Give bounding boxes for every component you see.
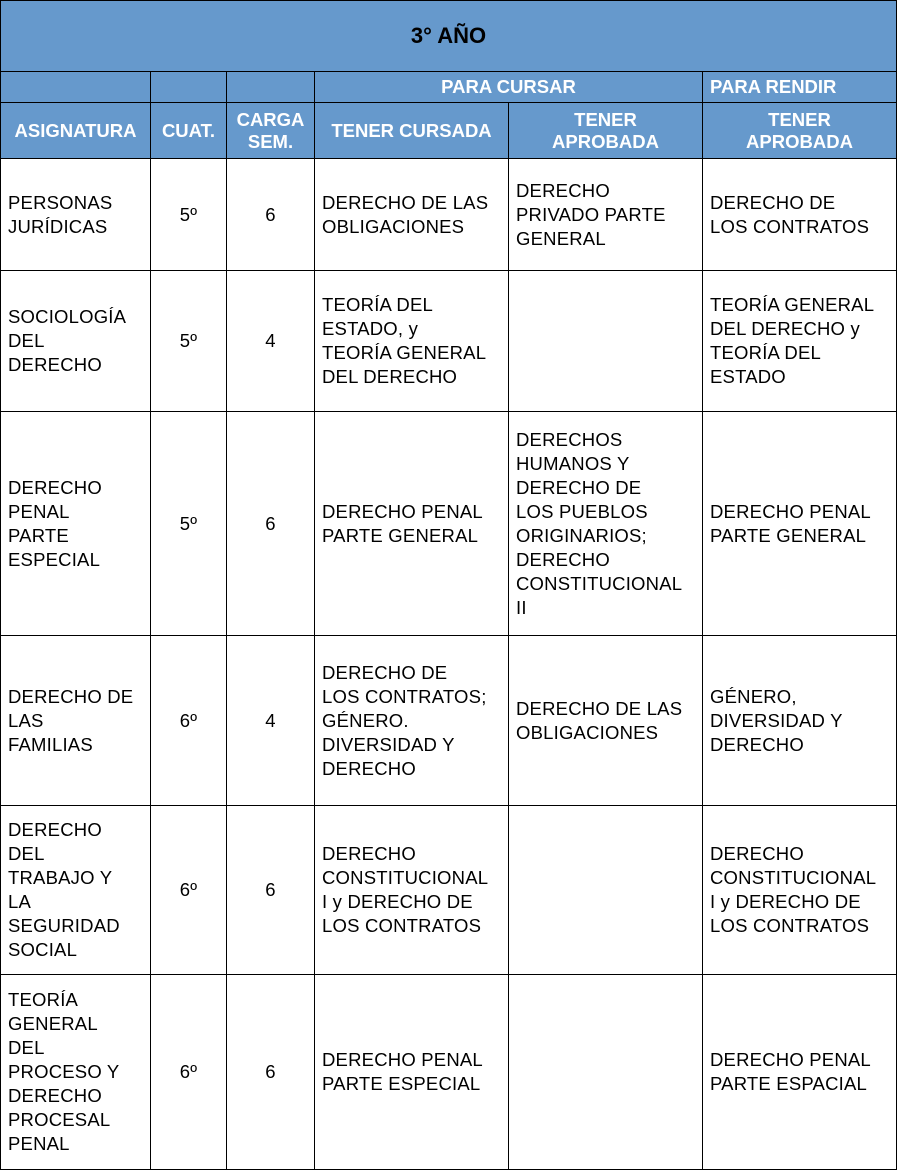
cell-cuat: 5º <box>151 271 227 412</box>
cell-tener-aprobada-cursar <box>509 271 703 412</box>
cell-tener-aprobada-cursar: DERECHOS HUMANOS Y DERECHO DE LOS PUEBLOS ORIGINARIOS; DERECHO CONSTITUCIONAL II <box>509 412 703 636</box>
cell-tener-aprobada-rendir: DERECHO DE LOS CONTRATOS <box>703 159 897 271</box>
group-header-para-rendir: PARA RENDIR <box>703 72 897 103</box>
col-header-asignatura: ASIGNATURA <box>1 103 151 159</box>
cell-asignatura: TEORÍA GENERAL DEL PROCESO Y DERECHO PROCESAL PENAL <box>1 975 151 1170</box>
cell-tener-aprobada-rendir: DERECHO CONSTITUCIONAL I y DERECHO DE LOS CONTRATOS <box>703 806 897 975</box>
table-row <box>1 806 897 975</box>
cell-tener-cursada: DERECHO DE LOS CONTRATOS; GÉNERO. DIVERSIDAD Y DERECHO <box>315 636 509 806</box>
cell-asignatura: DERECHO DE LAS FAMILIAS <box>1 636 151 806</box>
empty-header-cell <box>151 72 227 103</box>
cell-asignatura: SOCIOLOGÍA DEL DERECHO <box>1 271 151 412</box>
column-header-row <box>1 103 897 159</box>
col-header-tener-aprobada-rendir: TENER APROBADA <box>703 103 897 159</box>
col-header-cuat: CUAT. <box>151 103 227 159</box>
cell-carga: 6 <box>227 159 315 271</box>
cell-cuat: 5º <box>151 159 227 271</box>
cell-tener-aprobada-cursar: DERECHO DE LAS OBLIGACIONES <box>509 636 703 806</box>
cell-asignatura: PERSONAS JURÍDICAS <box>1 159 151 271</box>
table-row <box>1 412 897 636</box>
cell-cuat: 6º <box>151 975 227 1170</box>
cell-tener-cursada: DERECHO PENAL PARTE ESPECIAL <box>315 975 509 1170</box>
table-row <box>1 159 897 271</box>
cell-tener-cursada: DERECHO DE LAS OBLIGACIONES <box>315 159 509 271</box>
col-header-tener-aprobada-cursar: TENER APROBADA <box>509 103 703 159</box>
table-row <box>1 975 897 1170</box>
cell-cuat: 6º <box>151 636 227 806</box>
cell-carga: 6 <box>227 412 315 636</box>
empty-header-cell <box>1 72 151 103</box>
col-header-tener-cursada: TENER CURSADA <box>315 103 509 159</box>
group-header-para-cursar: PARA CURSAR <box>315 72 703 103</box>
cell-tener-aprobada-rendir: DERECHO PENAL PARTE GENERAL <box>703 412 897 636</box>
cell-tener-cursada: TEORÍA DEL ESTADO, y TEORÍA GENERAL DEL DERECHO <box>315 271 509 412</box>
table-row <box>1 271 897 412</box>
cell-cuat: 6º <box>151 806 227 975</box>
empty-header-cell <box>227 72 315 103</box>
cell-tener-aprobada-rendir: TEORÍA GENERAL DEL DERECHO y TEORÍA DEL ESTADO <box>703 271 897 412</box>
table-row <box>1 636 897 806</box>
cell-tener-aprobada-rendir: GÉNERO, DIVERSIDAD Y DERECHO <box>703 636 897 806</box>
cell-carga: 4 <box>227 271 315 412</box>
cell-asignatura: DERECHO DEL TRABAJO Y LA SEGURIDAD SOCIAL <box>1 806 151 975</box>
cell-tener-aprobada-cursar: DERECHO PRIVADO PARTE GENERAL <box>509 159 703 271</box>
col-header-carga: CARGA SEM. <box>227 103 315 159</box>
cell-carga: 6 <box>227 806 315 975</box>
cell-asignatura: DERECHO PENAL PARTE ESPECIAL <box>1 412 151 636</box>
cell-carga: 6 <box>227 975 315 1170</box>
cell-tener-cursada: DERECHO PENAL PARTE GENERAL <box>315 412 509 636</box>
group-header-row <box>1 72 897 103</box>
cell-cuat: 5º <box>151 412 227 636</box>
table-title: 3° AÑO <box>1 1 897 72</box>
cell-tener-aprobada-rendir: DERECHO PENAL PARTE ESPACIAL <box>703 975 897 1170</box>
cell-carga: 4 <box>227 636 315 806</box>
cell-tener-cursada: DERECHO CONSTITUCIONAL I y DERECHO DE LOS CONTRATOS <box>315 806 509 975</box>
title-row <box>1 1 897 72</box>
cell-tener-aprobada-cursar <box>509 975 703 1170</box>
cell-tener-aprobada-cursar <box>509 806 703 975</box>
